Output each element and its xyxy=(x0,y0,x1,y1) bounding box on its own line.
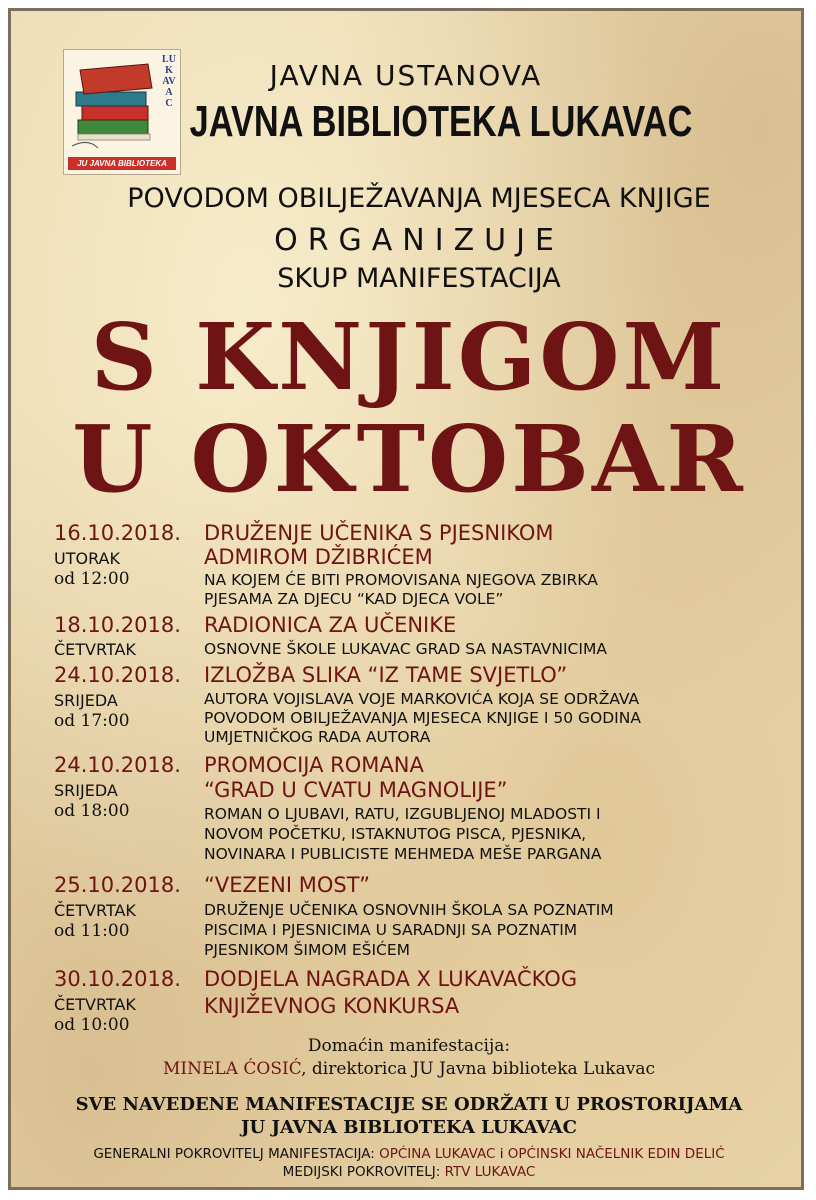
event-day: ČETVRTAK xyxy=(54,901,136,920)
event-description: PJESAMA ZA DJECU “KAD DJECA VOLE” xyxy=(204,590,504,608)
event-title: KNJIŽEVNOG KONKURSA xyxy=(204,994,460,1018)
event-time: od 17:00 xyxy=(54,711,130,731)
host-label: Domaćin manifestacija: xyxy=(307,1036,511,1056)
event-time: od 11:00 xyxy=(54,921,130,941)
event-day: SRIJEDA xyxy=(54,691,118,710)
event-title: PROMOCIJA ROMANA xyxy=(204,753,424,777)
event-title: “VEZENI MOST” xyxy=(204,873,370,897)
event-description: DRUŽENJE UČENIKA OSNOVNIH ŠKOLA SA POZNATIM xyxy=(204,901,614,919)
event-title: ADMIROM DŽIBRIĆEM xyxy=(204,545,433,569)
event-date: 24.10.2018. xyxy=(54,753,181,777)
event-date: 25.10.2018. xyxy=(54,873,181,897)
host-role: , direktorica JU Javna biblioteka Lukavac xyxy=(301,1059,655,1079)
event-day: ČETVRTAK xyxy=(54,995,136,1014)
event-time: od 10:00 xyxy=(54,1015,130,1035)
header-line-4: ORGANIZUJE xyxy=(274,223,564,258)
event-time: od 12:00 xyxy=(54,569,130,589)
event-day: UTORAK xyxy=(54,549,120,568)
event-description: UMJETNIČKOG RADA AUTORA xyxy=(204,728,431,746)
logo-vertical-text: LUKAVAC xyxy=(162,54,176,109)
event-description: NA KOJEM ĆE BITI PROMOVISANA NJEGOVA ZBIRKA xyxy=(204,571,598,589)
general-sponsor-label: GENERALNI POKROVITELJ MANIFESTACIJA: xyxy=(93,1146,380,1162)
event-title: DODJELA NAGRADA X LUKAVAČKOG xyxy=(204,967,578,991)
media-sponsor-line xyxy=(11,1164,804,1180)
general-sponsor-b: OPĆINSKI NAČELNIK EDIN DELIĆ xyxy=(507,1146,725,1162)
event-description: AUTORA VOJISLAVA VOJE MARKOVIĆA KOJA SE ODRŽAVA xyxy=(204,690,640,708)
event-time: od 18:00 xyxy=(54,801,130,821)
event-date: 30.10.2018. xyxy=(54,967,181,991)
event-description: NOVINARA I PUBLICISTE MEHMEDA MEŠE PARGANA xyxy=(204,845,602,863)
venue-note-line-2: JU JAVNA BIBLIOTEKA LUKAVAC xyxy=(241,1117,577,1138)
event-description: PISCIMA I PJESNICIMA U SARADNJI SA POZNATIM xyxy=(204,921,578,939)
host-line xyxy=(11,1059,804,1079)
event-day: SRIJEDA xyxy=(54,781,118,800)
event-date: 18.10.2018. xyxy=(54,613,181,637)
logo-label: JU JAVNA BIBLIOTEKA xyxy=(68,157,176,170)
media-sponsor: RTV LUKAVAC xyxy=(444,1164,536,1180)
general-sponsor-line xyxy=(11,1146,804,1162)
header-line-3: POVODOM OBILJEŽAVANJA MJESECA KNJIGE xyxy=(127,183,711,214)
event-title: “GRAD U CVATU MAGNOLIJE” xyxy=(204,778,508,802)
event-date: 24.10.2018. xyxy=(54,663,181,687)
library-name: JAVNA BIBLIOTEKA LUKAVAC xyxy=(189,97,693,146)
general-sponsor-a: OPĆINA LUKAVAC xyxy=(379,1146,496,1162)
host-name: MINELA ĆOSIĆ xyxy=(163,1059,302,1079)
header-line-5: SKUP MANIFESTACIJA xyxy=(277,263,561,294)
event-description: NOVOM POČETKU, ISTAKNUTOG PISCA, PJESNIKA, xyxy=(204,825,587,843)
header-line-1: JAVNA USTANOVA xyxy=(269,59,543,92)
event-description: ROMAN O LJUBAVI, RATU, IZGUBLJENOJ MLADOSTI I xyxy=(204,805,601,823)
event-description: PJESNIKOM ŠIMOM EŠIĆEM xyxy=(204,941,411,959)
event-date: 16.10.2018. xyxy=(54,521,181,545)
venue-note-line-1: SVE NAVEDENE MANIFESTACIJE SE ODRŽATI U PROSTORIJAMA xyxy=(75,1094,743,1115)
general-sponsor-and: i xyxy=(495,1146,508,1162)
poster xyxy=(8,8,804,1190)
title-line-1: S KNJIGOM xyxy=(90,303,728,411)
event-title: IZLOŽBA SLIKA “IZ TAME SVJETLO” xyxy=(204,663,568,687)
event-title: RADIONICA ZA UČENIKE xyxy=(204,613,457,637)
event-description: POVODOM OBILJEŽAVANJA MJESECA KNJIGE I 50 GODINA xyxy=(204,709,641,727)
title-line-2: U OKTOBAR xyxy=(72,405,746,513)
event-description: OSNOVNE ŠKOLE LUKAVAC GRAD SA NASTAVNICIMA xyxy=(204,640,607,658)
event-title: DRUŽENJE UČENIKA S PJESNIKOM xyxy=(204,521,554,545)
media-sponsor-label: MEDIJSKI POKROVITELJ: xyxy=(282,1164,445,1180)
event-day: ČETVRTAK xyxy=(54,640,136,659)
